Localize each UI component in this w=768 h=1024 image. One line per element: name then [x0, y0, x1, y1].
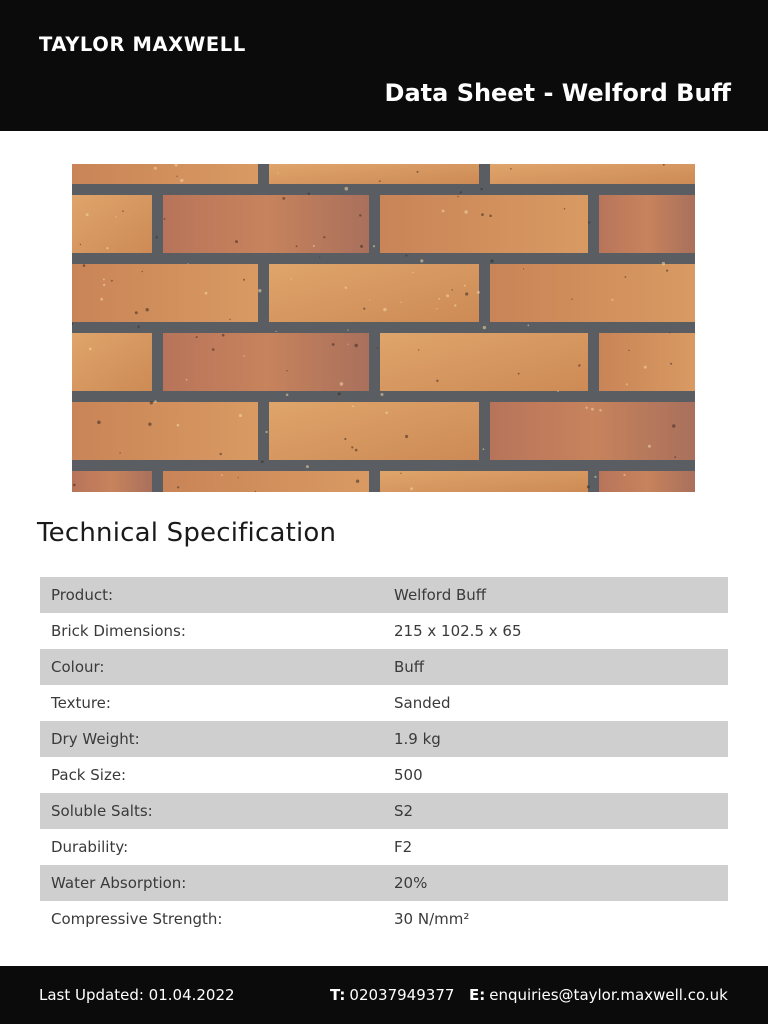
spec-label: Compressive Strength:	[51, 910, 223, 928]
spec-label: Texture:	[51, 694, 111, 712]
email-address[interactable]: enquiries@taylor.maxwell.co.uk	[489, 986, 728, 1004]
spec-row-brick-dimensions	[40, 613, 728, 649]
brick-wall-photo	[72, 164, 695, 492]
spec-value: 1.9 kg	[394, 730, 441, 748]
spec-value: Sanded	[394, 694, 451, 712]
spec-row-soluble-salts	[40, 793, 728, 829]
spec-row-dry-weight	[40, 721, 728, 757]
spec-row-pack-size	[40, 757, 728, 793]
spec-label: Brick Dimensions:	[51, 622, 186, 640]
brand-logo: TAYLOR MAXWELL	[39, 33, 246, 56]
spec-table	[40, 577, 728, 937]
spec-value: 30 N/mm²	[394, 910, 470, 928]
spec-row-texture	[40, 685, 728, 721]
spec-value: Buff	[394, 658, 425, 676]
spec-label: Colour:	[51, 658, 105, 676]
phone-label: T:	[330, 986, 346, 1004]
spec-label: Durability:	[51, 838, 129, 856]
page-title: Data Sheet - Welford Buff	[384, 79, 731, 107]
spec-label: Water Absorption:	[51, 874, 187, 892]
email-label: E:	[469, 986, 486, 1004]
brick-wall-image	[72, 164, 695, 492]
spec-label: Pack Size:	[51, 766, 127, 784]
spec-row-durability	[40, 829, 728, 865]
phone-contact[interactable]	[330, 966, 454, 1024]
phone-number[interactable]: 02037949377	[349, 986, 455, 1004]
email-contact[interactable]	[469, 966, 728, 1024]
footer-bar	[0, 966, 768, 1024]
header-bar	[0, 0, 768, 131]
spec-value: 500	[394, 766, 423, 784]
spec-row-compressive-strength	[40, 901, 728, 937]
spec-row-colour	[40, 649, 728, 685]
section-title: Technical Specification	[37, 518, 337, 548]
spec-label: Soluble Salts:	[51, 802, 153, 820]
spec-label: Dry Weight:	[51, 730, 140, 748]
spec-value: S2	[394, 802, 414, 820]
spec-value: 20%	[394, 874, 428, 892]
spec-value: 215 x 102.5 x 65	[394, 622, 522, 640]
spec-row-water-absorption	[40, 865, 728, 901]
spec-value: Welford Buff	[394, 586, 487, 604]
spec-row-product	[40, 577, 728, 613]
spec-value: F2	[394, 838, 413, 856]
last-updated: Last Updated: 01.04.2022	[39, 986, 235, 1004]
spec-label: Product:	[51, 586, 114, 604]
